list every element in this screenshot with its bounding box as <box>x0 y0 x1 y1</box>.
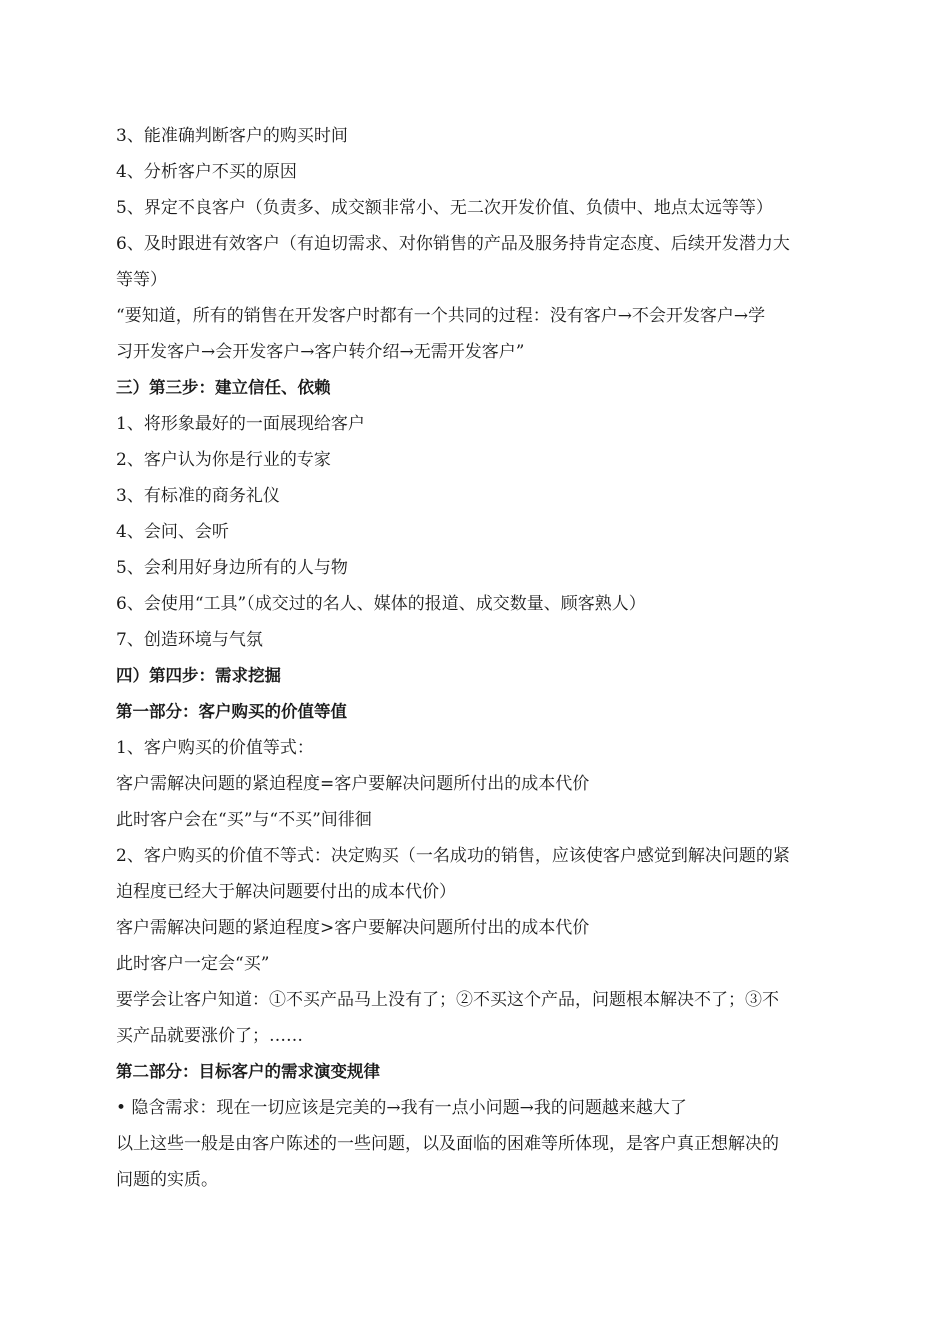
value-equation-note: 此时客户会在“买”与“不买”间徘徊 <box>116 810 372 830</box>
document-page <box>116 118 876 1198</box>
trust-item-5: 5、会利用好身边所有的人与物 <box>116 558 348 578</box>
quote-paragraph-continued: 习开发客户→会开发客户→客户转介绍→无需开发客户” <box>116 342 525 362</box>
value-equation-formula: 客户需解决问题的紧迫程度=客户要解决问题所付出的成本代价 <box>116 774 590 794</box>
list-item-3-purchase-timing: 3、能准确判断客户的购买时间 <box>116 126 348 146</box>
bullet-implicit-needs: • 隐含需求：现在一切应该是完美的→我有一点小问题→我的问题越来越大了 <box>116 1098 687 1118</box>
trust-item-6: 6、会使用“工具”（成交过的名人、媒体的报道、成交数量、顾客熟人） <box>116 594 646 614</box>
trust-item-1: 1、将形象最好的一面展现给客户 <box>116 414 365 434</box>
trust-item-2: 2、客户认为你是行业的专家 <box>116 450 331 470</box>
list-item-5-bad-customers: 5、界定不良客户（负责多、成交额非常小、无二次开发价值、负债中、地点太远等等） <box>116 198 773 218</box>
trust-item-4: 4、会问、会听 <box>116 522 229 542</box>
value-inequality-formula: 客户需解决问题的紧迫程度>客户要解决问题所付出的成本代价 <box>116 918 590 938</box>
quote-paragraph: “要知道，所有的销售在开发客户时都有一个共同的过程：没有客户→不会开发客户→学 <box>116 306 766 326</box>
subsection-heading-part-2: 第二部分：目标客户的需求演变规律 <box>116 1062 380 1081</box>
value-equation-item-1: 1、客户购买的价值等式： <box>116 738 314 758</box>
persuasion-points: 要学会让客户知道：①不买产品马上没有了；②不买这个产品，问题根本解决不了；③不 <box>116 990 779 1010</box>
value-inequality-item-2: 2、客户购买的价值不等式：决定购买（一名成功的销售，应该使客户感觉到解决问题的紧 <box>116 846 790 866</box>
value-inequality-note: 此时客户一定会“买” <box>116 954 270 974</box>
list-item-6-continued: 等等） <box>116 270 167 290</box>
persuasion-points-continued: 买产品就要涨价了；…… <box>116 1026 303 1046</box>
section-heading-step-4: 四）第四步：需求挖掘 <box>116 666 281 685</box>
list-item-4-reasons-not-buying: 4、分析客户不买的原因 <box>116 162 297 182</box>
subsection-heading-part-1: 第一部分：客户购买的价值等值 <box>116 702 347 721</box>
trust-item-7: 7、创造环境与气氛 <box>116 630 263 650</box>
section-heading-step-3: 三）第三步：建立信任、依赖 <box>116 378 331 397</box>
closing-paragraph-continued: 问题的实质。 <box>116 1170 218 1190</box>
value-inequality-item-2-continued: 迫程度已经大于解决问题要付出的成本代价） <box>116 882 456 902</box>
closing-paragraph: 以上这些一般是由客户陈述的一些问题，以及面临的困难等所体现，是客户真正想解决的 <box>116 1134 779 1154</box>
trust-item-3: 3、有标准的商务礼仪 <box>116 486 280 506</box>
list-item-6-follow-up: 6、及时跟进有效客户（有迫切需求、对你销售的产品及服务持肯定态度、后续开发潜力大 <box>116 234 790 254</box>
